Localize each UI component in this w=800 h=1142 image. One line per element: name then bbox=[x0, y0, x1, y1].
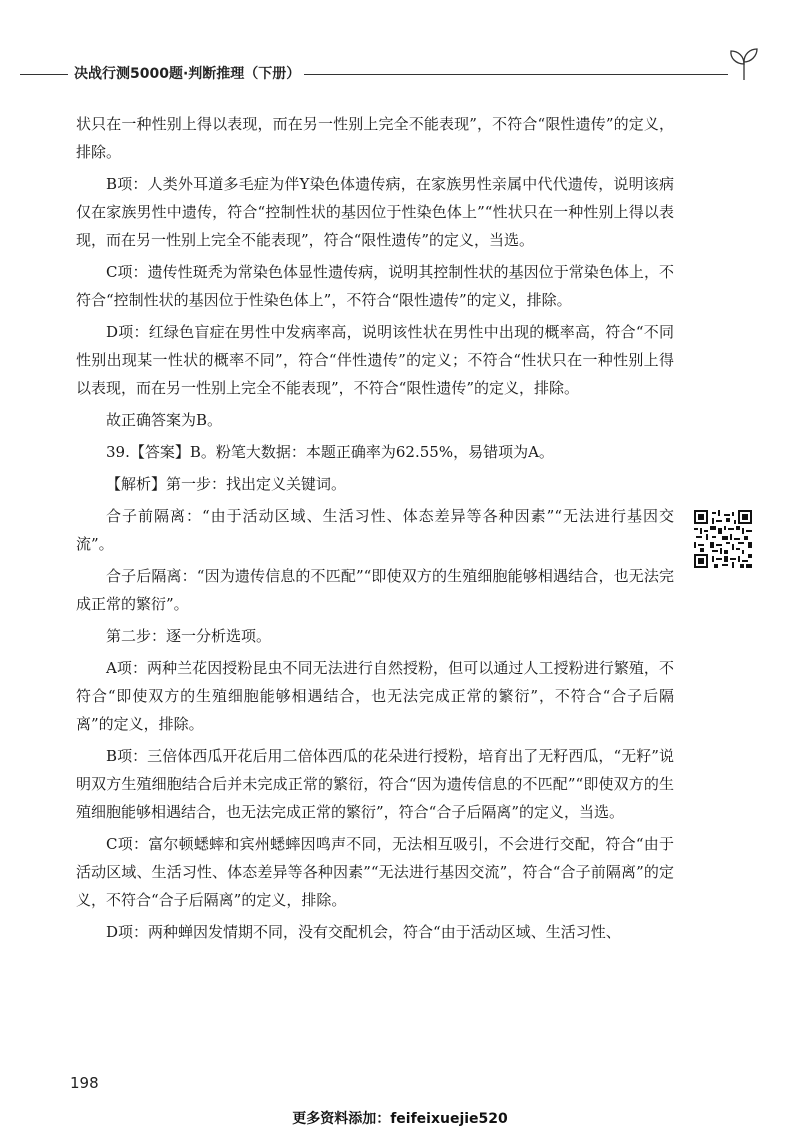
header-rule-right bbox=[304, 74, 728, 75]
paragraph: 合子前隔离：“由于活动区域、生活习性、体态差异等各种因素”“无法进行基因交流”。 bbox=[76, 507, 674, 553]
paragraph: B项：人类外耳道多毛症为伴Y染色体遗传病，在家族男性亲属中代代遗传，说明该病仅在家族男性中遗传，符合“控制性状的基因位于性染色体上”“性状只在一种性别上得以表现，而在另一性别上完全不能表现”，符合“限性遗传”的定义，当选。 bbox=[76, 175, 674, 249]
sprout-icon bbox=[724, 44, 764, 80]
paragraph: D项：两种蝉因发情期不同，没有交配机会，符合“由于活动区域、生活习性、 bbox=[106, 923, 621, 941]
paragraph: A项：两种兰花因授粉昆虫不同无法进行自然授粉，但可以通过人工授粉进行繁殖，不符合“即使双方的生殖细胞能够相遇结合，也无法完成正常的繁衍”，不符合“合子后隔离”的定义，排除。 bbox=[76, 659, 674, 733]
page-number: 198 bbox=[70, 1074, 99, 1092]
qr-code-icon[interactable] bbox=[694, 510, 752, 568]
answer-line: 39.【答案】B。粉笔大数据：本题正确率为62.55%，易错项为A。 bbox=[106, 443, 554, 461]
header-rule-left bbox=[20, 74, 68, 75]
footer-text: 更多资料添加：feifeixuejie520 bbox=[292, 1111, 508, 1127]
paragraph: D项：红绿色盲症在男性中发病率高，说明该性状在男性中出现的概率高，符合“不同性别出现某一性状的概率不同”，符合“伴性遗传”的定义；不符合“性状只在一种性别上得以表现，而在另一性别上完全不能表现”，不符合“限性遗传”的定义，排除。 bbox=[76, 323, 674, 397]
paragraph: C项：富尔顿蟋蟀和宾州蟋蟀因鸣声不同，无法相互吸引，不会进行交配，符合“由于活动区域、生活习性、体态差异等各种因素”“无法进行基因交流”，符合“合子前隔离”的定义，不符合“合子后隔离”的定义，排除。 bbox=[76, 835, 674, 909]
paragraph: 故正确答案为B。 bbox=[106, 411, 223, 429]
analysis-heading: 【解析】第一步：找出定义关键词。 bbox=[106, 475, 347, 493]
paragraph: 状只在一种性别上得以表现，而在另一性别上完全不能表现”，不符合“限性遗传”的定义，排除。 bbox=[76, 115, 674, 161]
paragraph: C项：遗传性斑秃为常染色体显性遗传病，说明其控制性状的基因位于常染色体上，不符合“控制性状的基因位于性染色体上”，不符合“限性遗传”的定义，排除。 bbox=[76, 263, 674, 309]
article-body bbox=[76, 110, 674, 950]
page-header bbox=[0, 62, 800, 86]
paragraph: 第二步：逐一分析选项。 bbox=[106, 627, 272, 645]
paragraph: B项：三倍体西瓜开花后用二倍体西瓜的花朵进行授粉，培育出了无籽西瓜，“无籽”说明双方生殖细胞结合后并未完成正常的繁衍，符合“因为遗传信息的不匹配”“即使双方的生殖细胞能够相遇结合，也无法完成正常的繁衍”，符合“合子后隔离”的定义，当选。 bbox=[76, 747, 674, 821]
header-title: 决战行测5000题·判断推理（下册） bbox=[74, 66, 301, 82]
paragraph: 合子后隔离：“因为遗传信息的不匹配”“即使双方的生殖细胞能够相遇结合，也无法完成正常的繁衍”。 bbox=[76, 567, 674, 613]
